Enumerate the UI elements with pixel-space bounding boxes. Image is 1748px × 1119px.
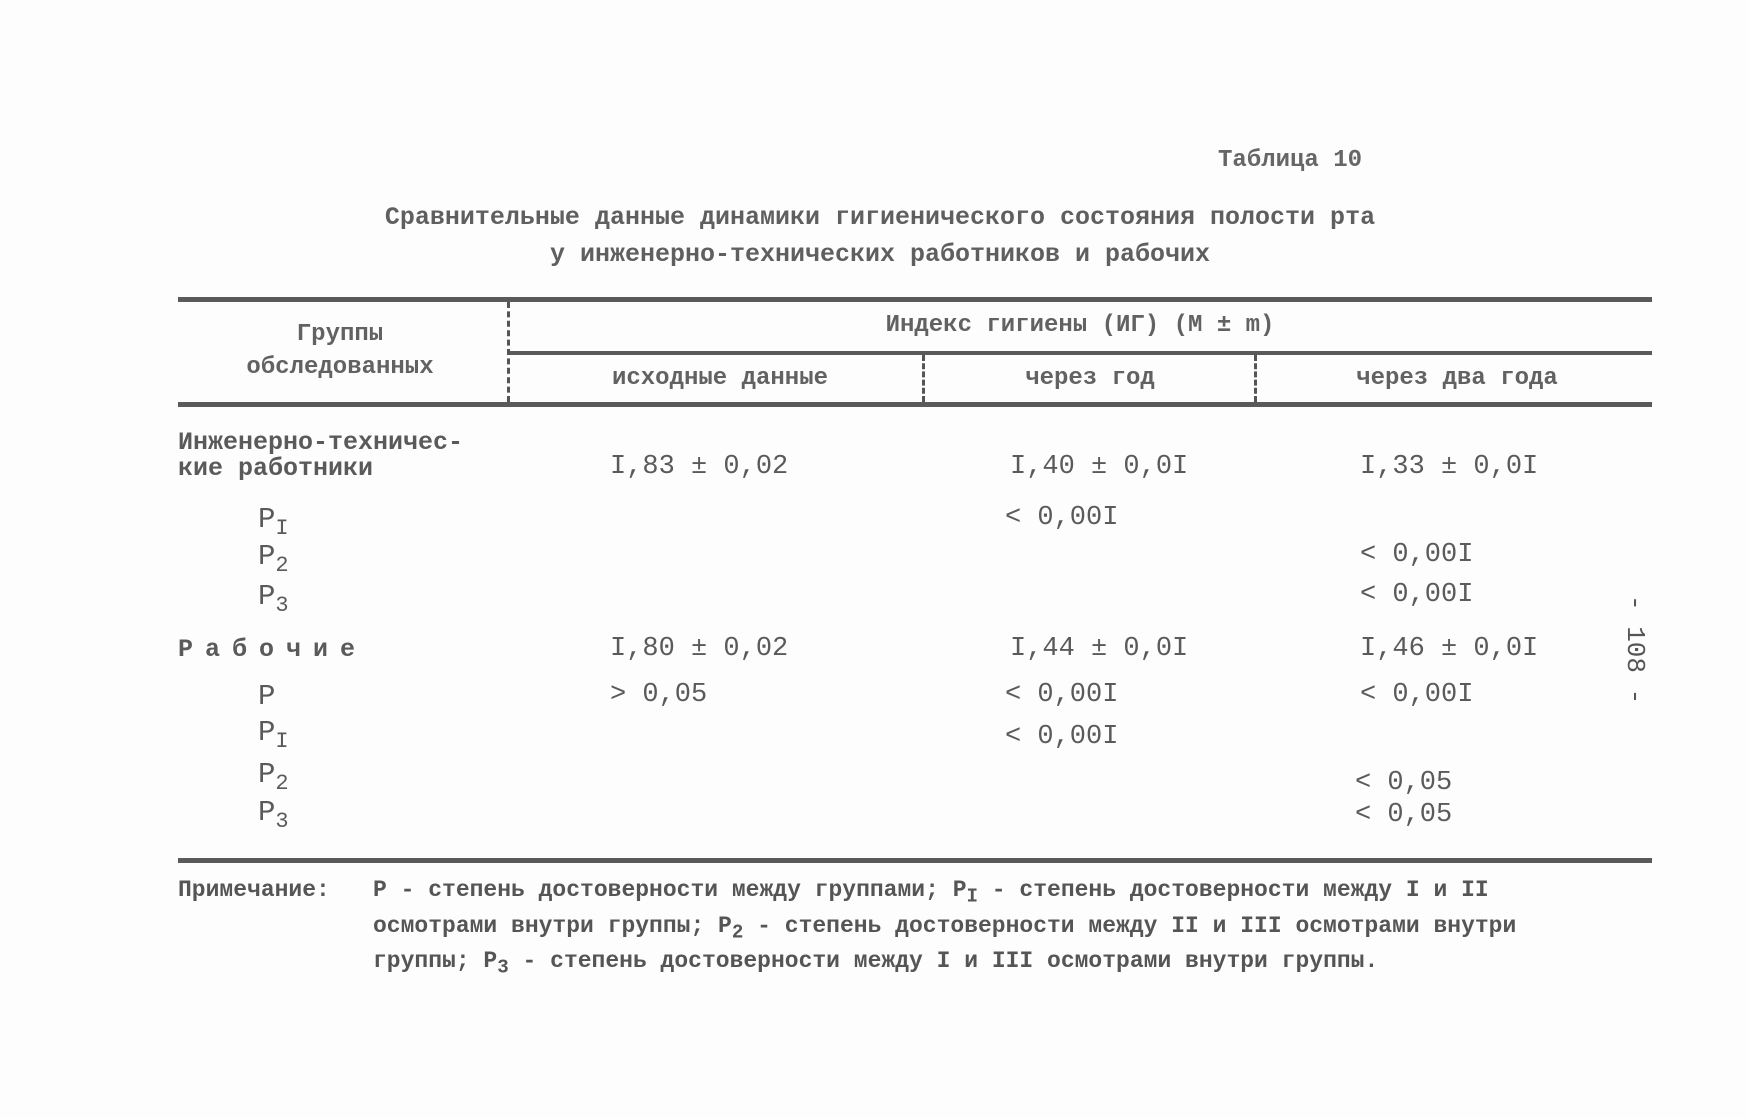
header-groups: Группы обследованных [246,321,434,381]
table-cell: I,40 ± 0,0I [1010,452,1189,482]
p-label: $P_2$ [258,758,289,796]
table-cell: I,44 ± 0,0I [1010,634,1189,664]
group-label-workers: Рабочие [178,635,368,664]
table-cell: < 0,00I [1005,680,1119,710]
header-separator-3 [1254,355,1257,402]
table-cell: < 0,00I [1005,722,1119,752]
table-cell: I,46 ± 0,0I [1360,634,1539,664]
table-cell: < 0,00I [1360,680,1474,710]
header-sub-rule [510,351,1652,355]
p-label: P [258,680,276,713]
table-bottom-rule [178,858,1652,863]
table-cell: < 0,05 [1355,768,1453,798]
table-cell: < 0,00I [1360,540,1474,570]
p-label: $P_2$ [258,540,289,578]
table-cell: I,33 ± 0,0I [1360,452,1539,482]
table-cell: > 0,05 [610,680,708,710]
note-line-2: осмотрами внутри группы; $P_2$ - степень достоверности между II и III осмотрами внутри [373,912,1517,944]
table-title [300,199,1460,273]
table-cell: < 0,00I [1360,580,1474,610]
p-label: $P_I$ [258,503,289,541]
page-number: - 108 - [1620,595,1650,705]
header-bottom-rule [178,402,1652,407]
table-note [178,876,1648,983]
table-cell: < 0,05 [1355,800,1453,830]
title-line-2: у инженерно-технических работников и рабочих [549,240,1211,269]
table-number: Таблица 10 [1218,147,1363,174]
header-col-two-years: через два года [1356,365,1558,392]
p-label: $P_I$ [258,716,289,754]
table-cell: < 0,00I [1005,503,1119,533]
note-line-3: группы; $P_3$ - степень достоверности между I и III осмотрами внутри группы. [373,948,1379,979]
table-cell: I,80 ± 0,02 [610,634,789,664]
note-line-1: P - степень достоверности между группами; $P_I$ - степень достоверности между I и II [373,877,1489,908]
header-separator-2 [922,355,925,402]
header-index: Индекс гигиены (ИГ) (M ± m) [885,312,1275,339]
table-top-rule [178,297,1652,302]
header-col-one-year: через год [1025,365,1155,392]
header-separator-1 [507,302,510,402]
table-cell: I,83 ± 0,02 [610,452,789,482]
p-label: $P_3$ [258,796,289,834]
p-label: $P_3$ [258,580,289,618]
title-line-1: Сравнительные данные динамики гигиенического состояния полости рта [384,203,1376,232]
note-label: Примечание: [178,877,330,903]
group-label-engineers: Инженерно-техничес- кие работники [178,428,464,483]
header-col-initial: исходные данные [611,365,829,392]
